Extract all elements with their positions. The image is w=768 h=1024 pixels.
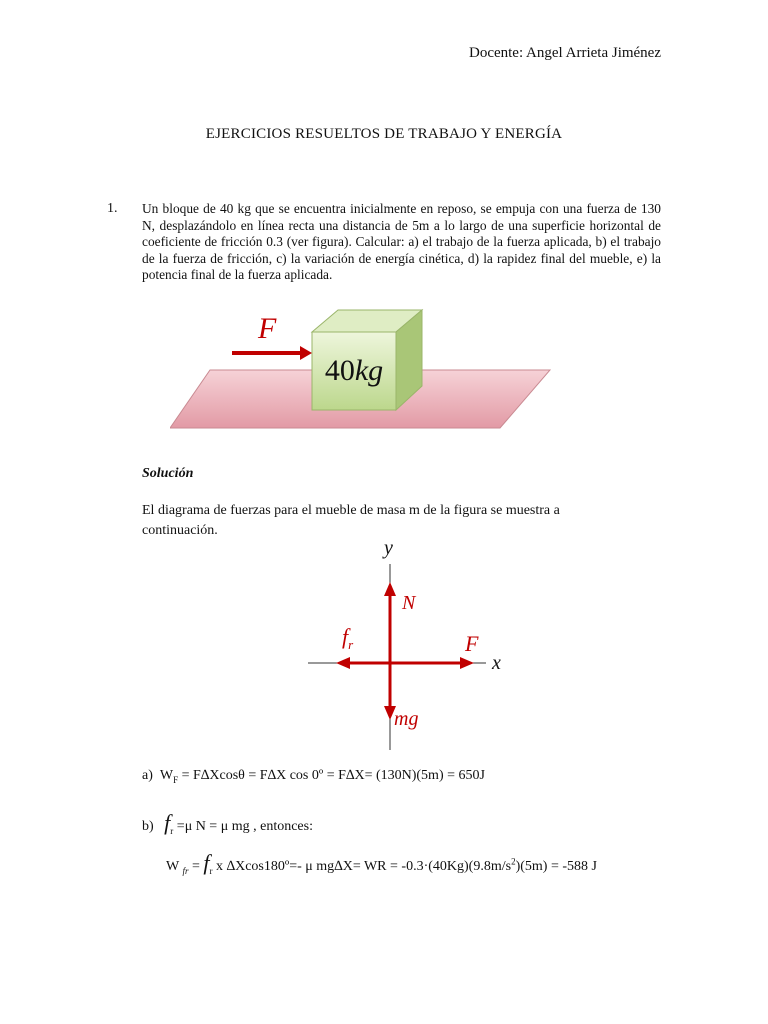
normal-force-arrowhead xyxy=(384,582,396,596)
equation-w-body-2: )(5m) = -588 J xyxy=(515,859,597,874)
applied-force-label: F xyxy=(258,312,277,345)
x-axis-label: x xyxy=(492,652,501,674)
exercise-number: 1. xyxy=(107,201,118,216)
equation-w: W xyxy=(166,859,183,874)
friction-force-label: $f_r$ xyxy=(342,624,354,652)
applied-force-label: F xyxy=(465,631,479,656)
equation-b-body: =μ N = μ mg , entonces: xyxy=(173,819,313,834)
equation-a xyxy=(142,768,485,785)
exercise-statement: Un bloque de 40 kg que se encuentra inicialmente en reposo, se empuja con una fuerza de 130 N, desplazándolo en línea recta una distancia de 5m a lo largo de una superficie horizontal de coeficiente de fricción 0.3 (ver figura). Calcular: a) el trabajo de la fuerza aplicada, b) el trabajo de la fuerza de fricción, c) la variación de energía cinética, d) la rapidez final del mueble, e) la potencia final de la fuerza aplicada. xyxy=(142,201,661,283)
equation-w-eq: = xyxy=(188,859,204,874)
equation-b-f-sub: r xyxy=(170,825,174,836)
equation-w-sup: 2 xyxy=(511,856,516,867)
equation-w-f: f xyxy=(203,850,210,875)
equation-work-friction xyxy=(166,850,597,876)
solution-heading: Solución xyxy=(142,466,194,481)
y-axis-label: y xyxy=(384,537,393,559)
equation-b-label: b) xyxy=(142,819,154,834)
author-header: Docente: Angel Arrieta Jiménez xyxy=(468,45,661,61)
equation-w-sub: fr xyxy=(182,865,189,876)
solution-intro: El diagrama de fuerzas para el mueble de masa m de la figura se muestra a continuación. xyxy=(142,503,560,538)
free-body-diagram xyxy=(300,532,520,757)
equation-a-body: = F∆Xcosθ = F∆X cos 0º = F∆X= (130N)(5m) = 650J xyxy=(178,768,485,783)
weight-label: mg xyxy=(394,708,419,730)
applied-force-arrowhead xyxy=(300,346,312,360)
equation-a-w-sub: F xyxy=(173,774,179,785)
block-figure xyxy=(170,300,560,440)
normal-force-label: N xyxy=(402,592,416,614)
applied-force-arrowhead xyxy=(460,657,474,669)
block-mass-label: 40kg xyxy=(324,354,384,387)
equation-b-f: f xyxy=(164,810,171,835)
page-title: EJERCICIOS RESUELTOS DE TRABAJO Y ENERGÍA xyxy=(205,126,563,142)
equation-w-body-1: x ∆Xcos180º=- μ mg∆X= WR = -0.3·(40Kg)(9.8m/s xyxy=(212,859,512,874)
equation-w-f-sub: r xyxy=(209,865,213,876)
equation-a-label: a) xyxy=(142,768,153,783)
friction-force-arrowhead xyxy=(336,657,350,669)
equation-b xyxy=(142,810,313,836)
equation-a-w: W xyxy=(159,768,174,783)
